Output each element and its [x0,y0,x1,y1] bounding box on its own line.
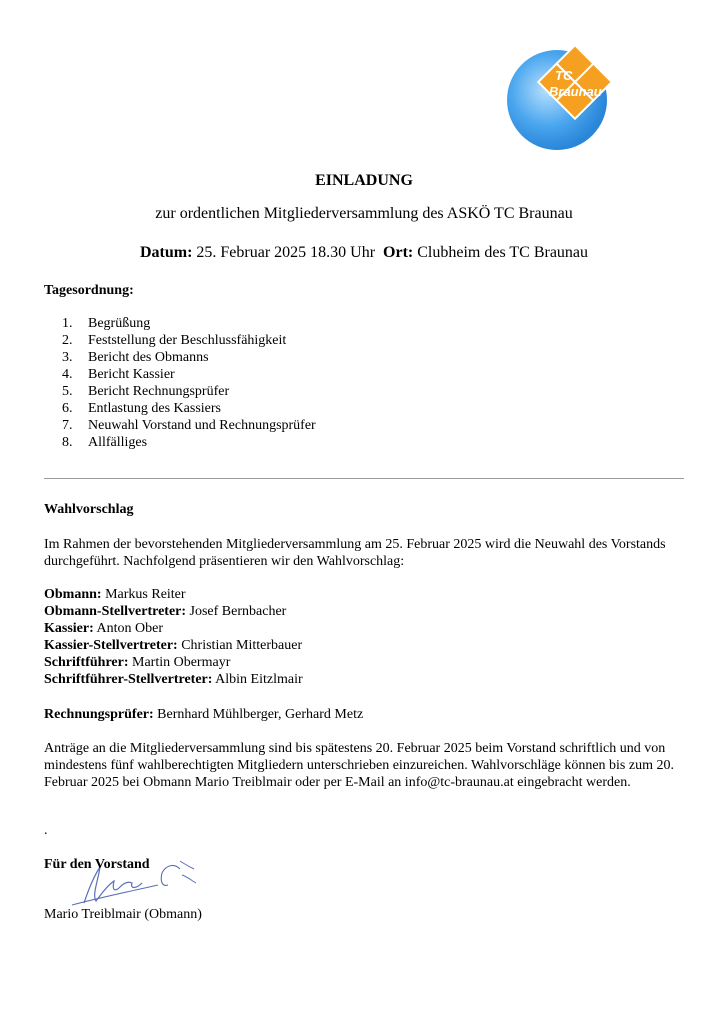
page-subtitle: zur ordentlichen Mitgliederversammlung des ASKÖ TC Braunau [155,205,573,222]
logo-text-line1: TC [555,68,573,83]
agenda-list [62,315,316,451]
agenda-item: 5. Bericht Rechnungsprüfer [62,384,230,399]
pruefer-line [44,706,363,723]
agenda-title: Tagesordnung: [44,283,134,298]
dot-mark: . [44,823,48,838]
agenda-item: 2. Feststellung der Beschlussfähigkeit [62,333,287,348]
wahl-intro: Im Rahmen der bevorstehenden Mitgliederversammlung am 25. Februar 2025 wird die Neuwahl des Vorstands durchgeführt. Nachfolgend präsentieren wir den Wahlvorschlag: [44,537,666,569]
section-divider [44,478,684,479]
agenda-item: 1. Begrüßung [62,316,151,331]
agenda-item: 6. Entlastung des Kassiers [62,401,221,416]
agenda-item: 4. Bericht Kassier [62,367,175,382]
place-label: Ort: [383,244,414,261]
role-row: Kassier-Stellvertreter: Christian Mitterbauer [44,638,303,653]
antraege-paragraph: Anträge an die Mitgliederversammlung sind bis spätestens 20. Februar 2025 beim Vorstand schriftlich und von mindestens fünf wahlberechtigten Mitgliedern unterschrieben einzureichen. Wahlvorschläge können bis zum 20. Februar 2025 bei Obmann Mario Treiblmair oder per E-Mail an info@tc-braunau.at eingebracht werden. [44,741,674,790]
role-row: Obmann: Markus Reiter [44,587,186,602]
signature-heading: Für den Vorstand [44,857,150,872]
role-row: Obmann-Stellvertreter: Josef Bernbacher [44,604,287,619]
date-line [0,244,728,262]
wahl-title: Wahlvorschlag [44,502,134,517]
club-logo [505,42,615,152]
role-row: Schriftführer: Martin Obermayr [44,655,231,670]
logo-text-line2: Braunau [549,84,602,99]
page-title: EINLADUNG [315,172,413,189]
date-value: 25. Februar 2025 18.30 Uhr [196,244,376,261]
role-row: Schriftführer-Stellvertreter: Albin Eitzlmair [44,672,303,687]
agenda-item: 7. Neuwahl Vorstand und Rechnungsprüfer [62,418,316,433]
date-label: Datum: [139,244,193,261]
role-row: Kassier: Anton Ober [44,621,163,636]
agenda-item: 8. Allfälliges [62,435,148,450]
signer-name: Mario Treiblmair (Obmann) [44,907,202,922]
pruefer-label: Rechnungsprüfer: [44,707,154,722]
role-list [44,586,303,688]
agenda-item: 3. Bericht des Obmanns [62,350,209,365]
place-value: Clubheim des TC Braunau [417,244,589,261]
pruefer-names: Bernhard Mühlberger, Gerhard Metz [157,707,364,722]
